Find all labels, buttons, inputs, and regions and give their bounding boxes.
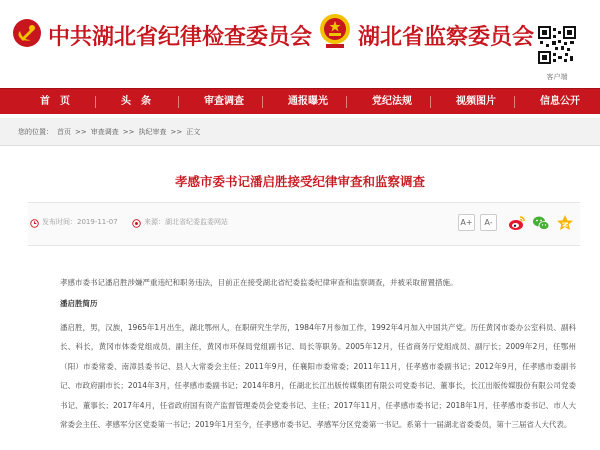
nav-item-disclosure[interactable]: 信息公开	[540, 96, 580, 107]
nav-divider	[262, 96, 263, 108]
font-decrease-button[interactable]: A-	[480, 214, 497, 231]
breadcrumb	[0, 118, 600, 146]
breadcrumb-item-current: 正文	[186, 128, 201, 136]
main-nav	[0, 88, 600, 114]
weibo-icon[interactable]	[508, 214, 526, 232]
site-title-right[interactable]: 湖北省监察委员会	[358, 25, 535, 50]
nav-item-headlines[interactable]: 头 条	[121, 96, 151, 107]
publish-time: 发布时间：2019-11-07	[42, 218, 118, 226]
breadcrumb-item-discipline[interactable]: 执纪审查	[138, 128, 167, 136]
qr-code-icon	[538, 26, 576, 64]
nav-item-investigation[interactable]: 审查调查	[204, 96, 244, 107]
nav-item-media[interactable]: 视频图片	[456, 96, 496, 107]
qr-label: 客户端	[546, 73, 568, 81]
breadcrumb-trail	[18, 118, 204, 146]
breadcrumb-separator: >>	[170, 128, 183, 136]
nav-divider	[430, 96, 431, 108]
article-title: 孝感市委书记潘启胜接受纪律审查和监察调查	[174, 174, 425, 189]
nav-divider	[514, 96, 515, 108]
nav-item-exposure[interactable]: 通报曝光	[288, 96, 328, 107]
wechat-icon[interactable]	[532, 214, 550, 232]
breadcrumb-label: 您的位置：	[18, 128, 53, 136]
party-emblem-icon	[12, 18, 42, 48]
nav-divider	[346, 96, 347, 108]
nav-divider	[178, 96, 179, 108]
breadcrumb-separator: >>	[122, 128, 135, 136]
site-header	[0, 0, 600, 88]
site-title-left[interactable]: 中共湖北省纪律检查委员会	[48, 25, 313, 50]
nav-item-regulations[interactable]: 党纪法规	[372, 96, 412, 107]
national-emblem-icon	[318, 12, 352, 50]
qzone-icon[interactable]	[556, 214, 574, 232]
article-lede: 孝感市委书记潘启胜涉嫌严重违纪和职务违法，目前正在接受湖北省纪委监委纪律审查和监察调查，并被采取留置措施。	[60, 278, 458, 287]
nav-divider	[95, 96, 96, 108]
font-increase-button[interactable]: A+	[458, 214, 475, 231]
nav-item-home[interactable]: 首 页	[40, 96, 70, 107]
article-meta-bar	[28, 202, 580, 246]
article-source: 来源：湖北省纪委监委网站	[144, 218, 228, 226]
source-icon	[132, 219, 141, 228]
breadcrumb-item-investigation[interactable]: 审查调查	[90, 128, 119, 136]
section-heading: 潘启胜简历	[60, 299, 98, 308]
breadcrumb-item-home[interactable]: 首页	[57, 128, 71, 136]
article-body: 潘启胜，男，汉族，1965年1月出生，湖北鄂州人，在职研究生学历，1984年7月参加工作，1992年4月加入中国共产党。历任黄冈市委办公室科员、副科长、科长，黄冈市体委党组成员、副主任，黄冈市环保局党组副书记、局长等职务。2005年12月，任省商务厅党组成员、副厅长；2009年2月，任鄂州（阳）市委常委、南漳县委书记、县人大常委会主任；2011年9月，任襄阳市委常委；2011年11月，任孝感市委副书记；2012年9月，任孝感市委副书记、市政府副市长；2014年3月，任孝感市委副书记；2014年8月，任湖北长江出版传媒集团有限公司党委书记、董事长，长江出版传媒股份有限公司党委书记、董事长；2017年4月，任省政府国有资产监督管理委员会党委书记、主任；2017年11月，任孝感市委书记；2018年1月，任孝感市委书记、市人大常委会主任、孝感军分区党委第一书记；2019年1月至今，任孝感市委书记、孝感军分区党委第一书记。系第十一届湖北省委委员，第十三届省人大代表。	[60, 323, 576, 430]
breadcrumb-separator: >>	[75, 128, 87, 136]
clock-icon	[30, 219, 39, 228]
